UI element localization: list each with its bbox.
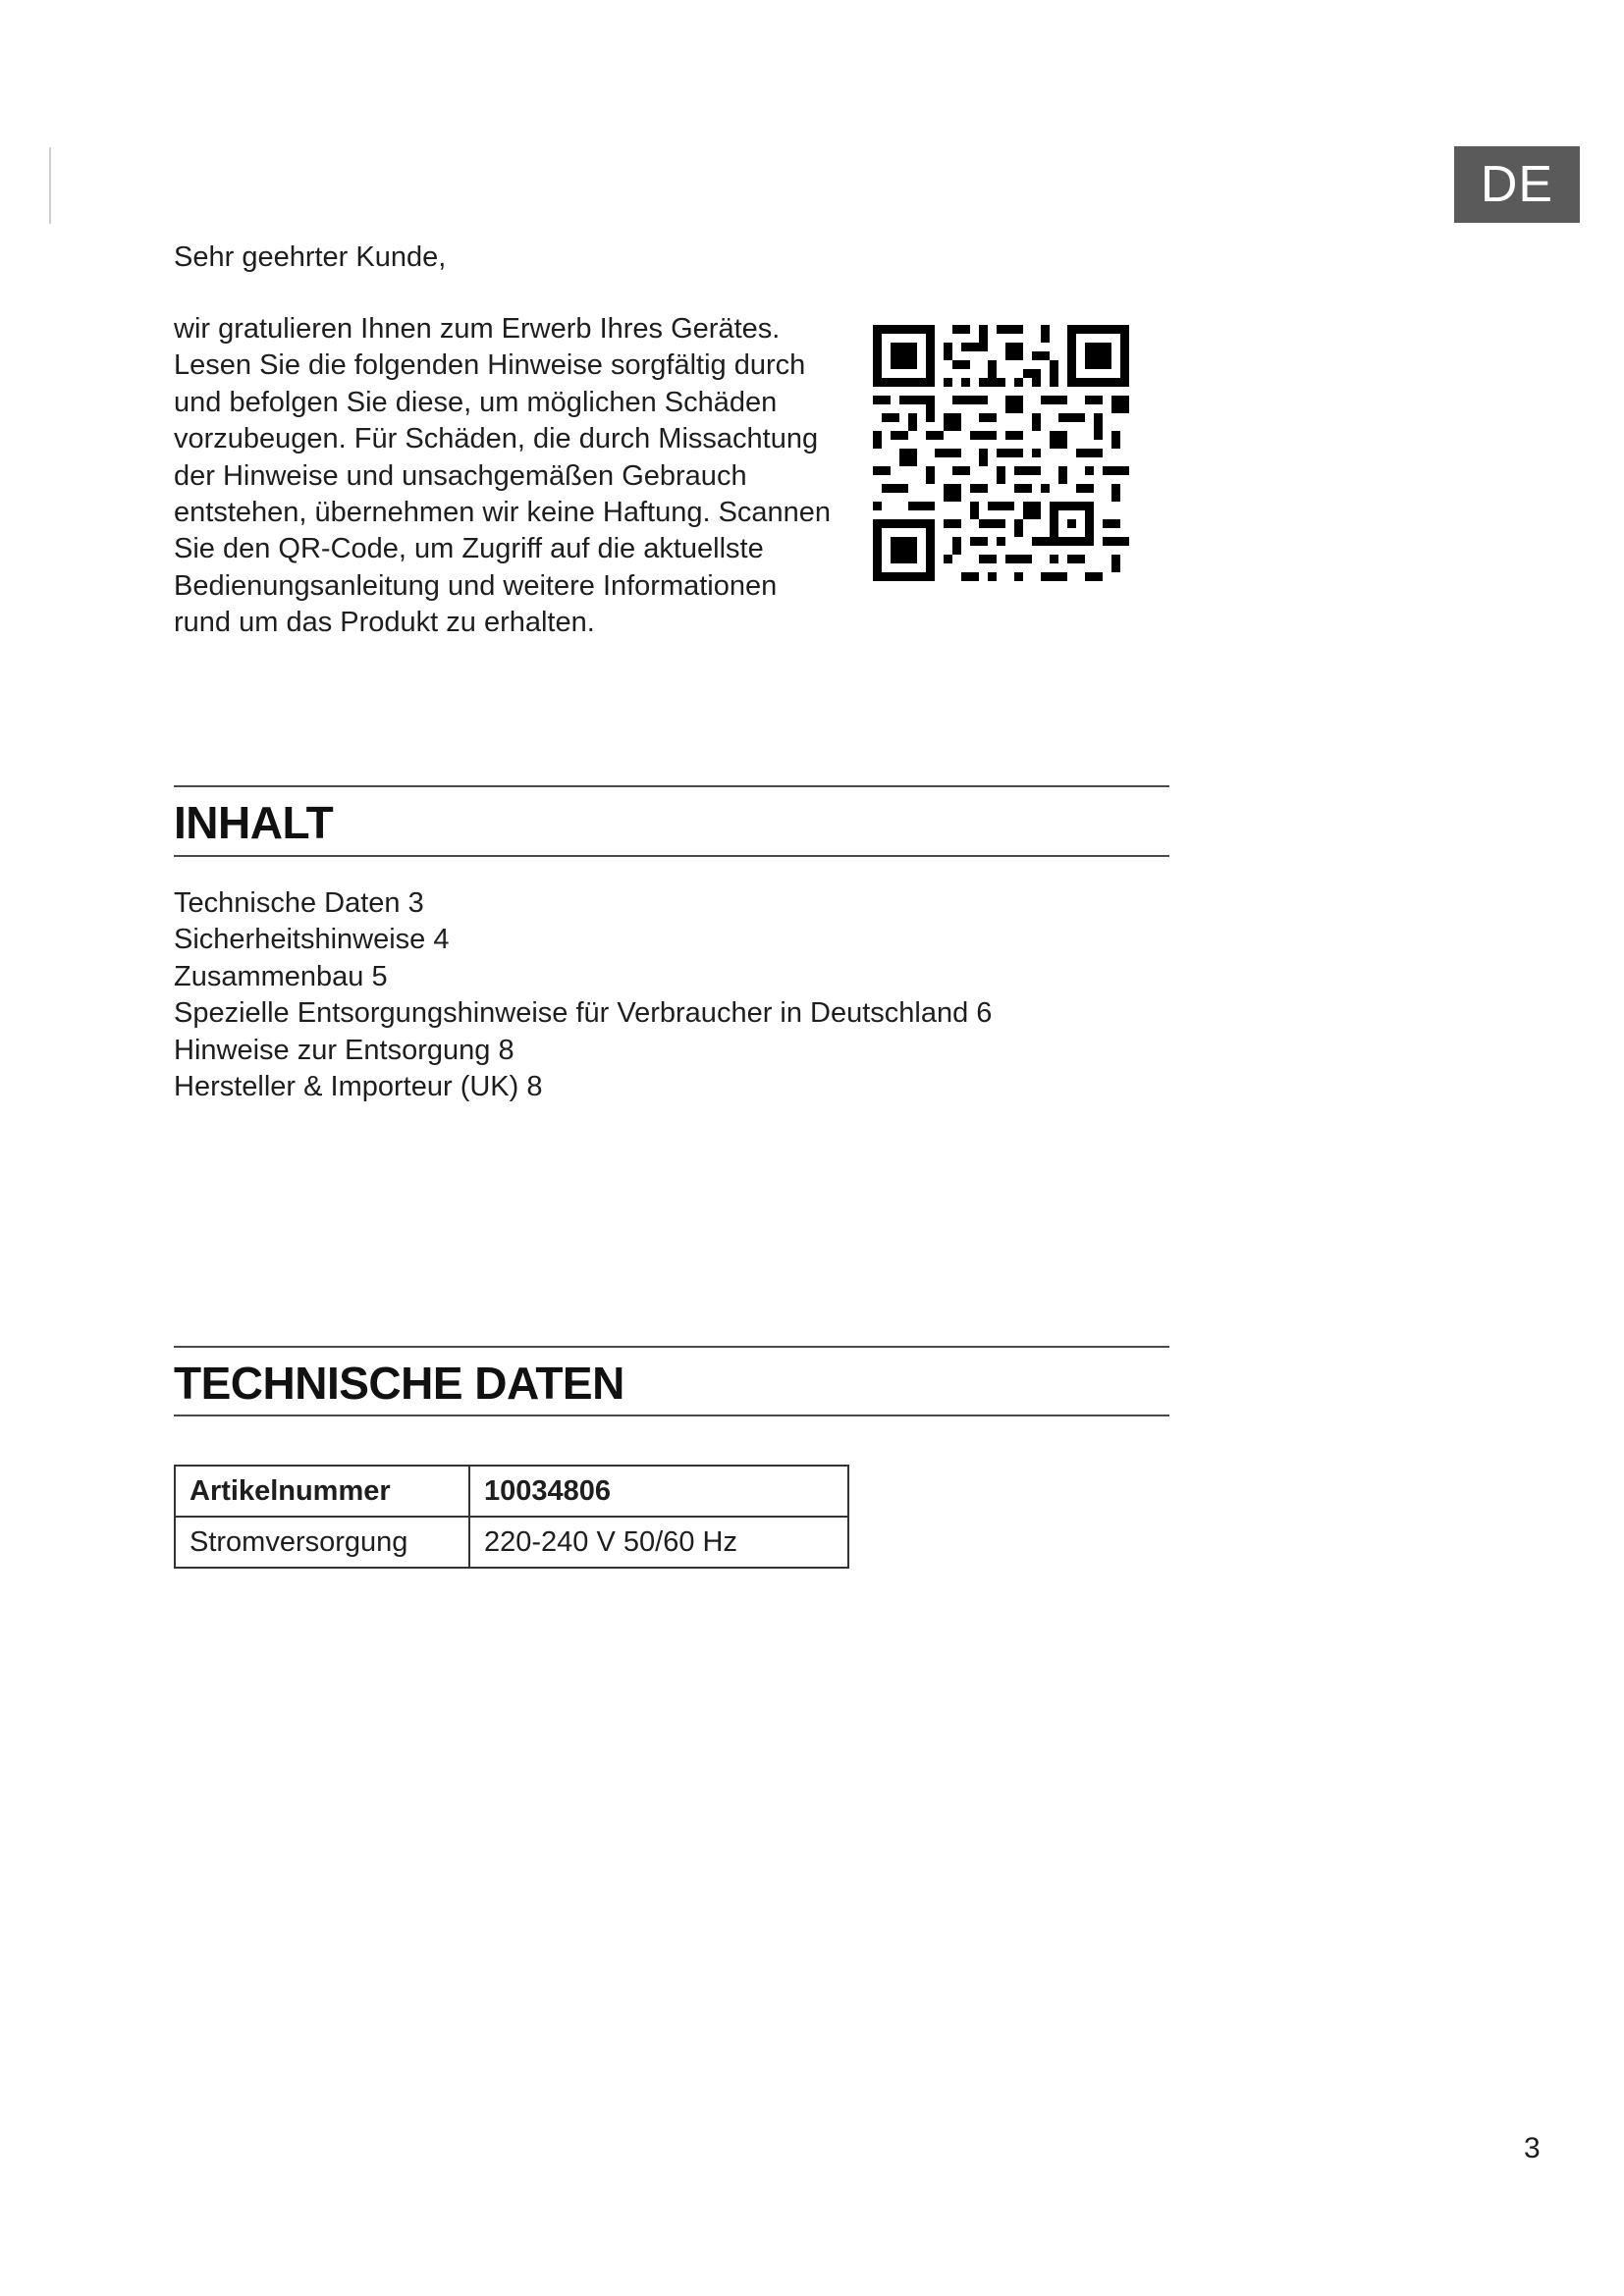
language-tab: DE xyxy=(1454,146,1580,223)
spec-row-article-number xyxy=(175,1466,848,1517)
spec-value: 220-240 V 50/60 Hz xyxy=(469,1517,848,1568)
spec-label: Stromversorgung xyxy=(175,1517,469,1568)
technical-top-rule xyxy=(174,1346,1169,1348)
technical-heading: TECHNISCHE DATEN xyxy=(174,1358,624,1409)
contents-top-rule xyxy=(174,785,1169,787)
contents-heading: INHALT xyxy=(174,797,334,848)
contents-bottom-rule xyxy=(174,855,1169,857)
spec-label: Artikelnummer xyxy=(175,1466,469,1517)
toc-item[interactable]: Sicherheitshinweise 4 xyxy=(174,924,450,956)
toc-item[interactable]: Technische Daten 3 xyxy=(174,887,424,919)
margin-rule xyxy=(49,147,51,224)
spec-value: 10034806 xyxy=(469,1466,848,1517)
technical-bottom-rule xyxy=(174,1415,1169,1416)
toc-item[interactable]: Hinweise zur Entsorgung 8 xyxy=(174,1034,514,1066)
toc-item[interactable]: Zusammenbau 5 xyxy=(174,960,388,992)
spec-row-power-supply xyxy=(175,1517,848,1568)
toc-item[interactable]: Hersteller & Importeur (UK) 8 xyxy=(174,1071,543,1103)
page-number: 3 xyxy=(1524,2132,1541,2164)
toc-item[interactable]: Spezielle Entsorgungshinweise für Verbraucher in Deutschland 6 xyxy=(174,997,993,1030)
spec-table xyxy=(174,1465,849,1569)
intro-paragraph: wir gratulieren Ihnen zum Erwerb Ihres Gerätes. Lesen Sie die folgenden Hinweise sorgfältig durch und befolgen Sie diese, um möglichen Schäden vorzubeugen. Für Schäden, die durch Missachtung der Hinweise und unsachgemäßen Gebrauch entstehen, übernehmen wir keine Haftung. Scannen Sie den QR-Code, um Zugriff auf die aktuellste Bedienungsanleitung und weitere Informationen rund um das Produkt zu erhalten. xyxy=(174,313,832,639)
qr-code xyxy=(873,325,1129,581)
table-of-contents xyxy=(174,885,992,1105)
greeting: Sehr geehrter Kunde, xyxy=(174,241,447,273)
